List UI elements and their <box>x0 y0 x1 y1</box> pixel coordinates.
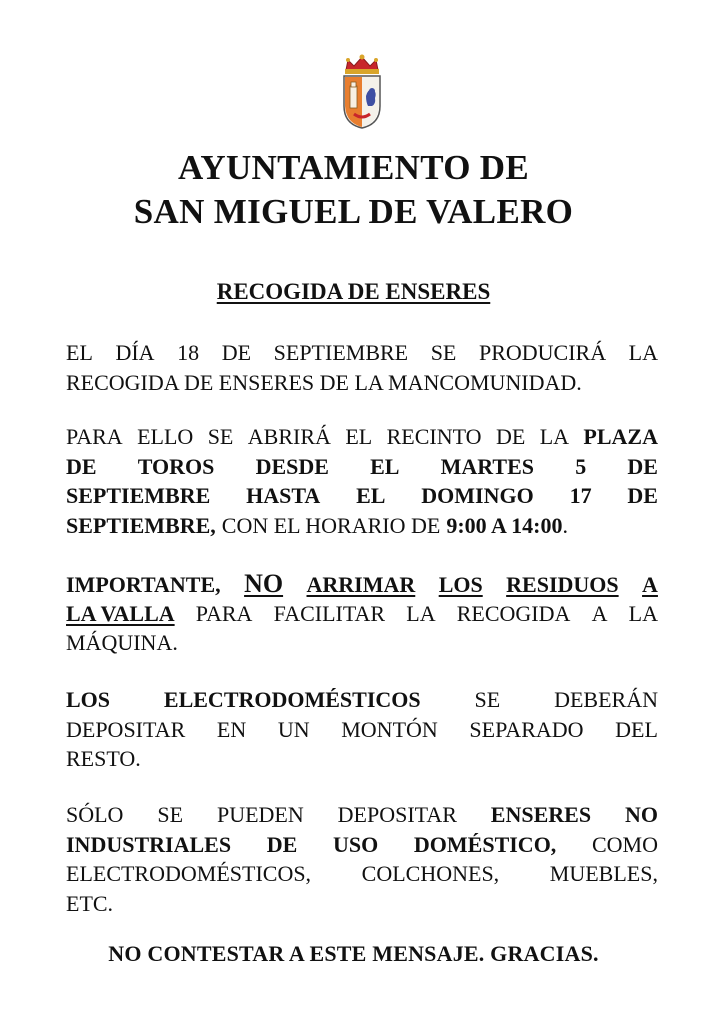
paragraph-allowed-items <box>66 800 658 918</box>
word-bold-underlined: ARRIMAR <box>306 572 416 597</box>
word: RESTO. <box>66 746 141 771</box>
word-bold: NO <box>624 802 658 827</box>
text-line <box>66 569 658 599</box>
paragraph-opening-schedule <box>66 422 658 540</box>
word: DEBERÁN <box>554 687 658 712</box>
word-bold: MARTES <box>440 453 535 479</box>
word-bold: LOS <box>66 687 111 712</box>
word-bold: ENSERES <box>490 802 592 827</box>
word-bold-underlined: LA VALLA <box>66 600 175 626</box>
word: SE <box>207 424 234 449</box>
municipality-title-line-1: AYUNTAMIENTO DE <box>178 148 529 187</box>
paragraph-important-warning <box>66 569 658 658</box>
word-bold: IMPORTANTE, <box>66 572 221 597</box>
word: 18 <box>177 340 200 365</box>
word: MÁQUINA. <box>66 630 178 655</box>
word-bold: DE <box>627 483 658 508</box>
word: LA <box>628 340 658 365</box>
word-bold: TOROS <box>137 453 215 479</box>
text-line <box>66 628 658 658</box>
word: DEL <box>615 716 658 742</box>
text-line <box>66 889 658 919</box>
text-line <box>66 338 658 368</box>
word: UN <box>277 716 310 742</box>
punctuation: . <box>562 512 568 538</box>
word-bold: EL <box>370 453 400 479</box>
word-bold: 17 <box>569 483 592 508</box>
word: A <box>591 600 608 626</box>
schedule-hours: 9:00 A 14:00 <box>446 512 563 538</box>
word-bold: DOMINGO <box>421 483 534 508</box>
word: ELECTRODOMÉSTICOS, <box>66 861 312 886</box>
word: PRODUCIRÁ <box>478 340 607 365</box>
word: DEPOSITAR <box>337 802 457 827</box>
word-bold-underlined: LOS <box>438 572 483 597</box>
word: EL <box>66 340 93 365</box>
word-bold: DOMÉSTICO, <box>413 831 557 857</box>
word: RECINTO <box>386 424 482 449</box>
text-line <box>66 599 658 629</box>
paragraph-collection-date <box>66 338 658 397</box>
word: SÓLO <box>66 802 124 827</box>
word-bold: HASTA <box>246 483 321 508</box>
word-bold: PLAZA <box>583 424 658 449</box>
word-bold: DE <box>266 831 298 857</box>
word: ETC. <box>66 890 114 916</box>
word-bold: SEPTIEMBRE <box>66 483 211 508</box>
word: ABRIRÁ <box>247 424 331 449</box>
footer-note: NO CONTESTAR A ESTE MENSAJE. GRACIAS. <box>108 941 599 966</box>
word: EL <box>345 424 373 449</box>
word-bold: EL <box>356 483 386 508</box>
word-bold: ELECTRODOMÉSTICOS <box>163 687 421 712</box>
text-line <box>66 685 658 715</box>
paragraph-appliances <box>66 685 658 774</box>
word: LA <box>406 600 436 626</box>
word: PARA <box>195 600 253 626</box>
word-bold: 5 <box>575 453 587 479</box>
text-line <box>66 511 658 541</box>
phrase: CON EL HORARIO DE <box>221 512 441 538</box>
word: PARA <box>66 424 123 449</box>
word: SE <box>474 687 501 712</box>
word: RECOGIDA DE ENSERES DE LA MANCOMUNIDAD. <box>66 369 582 395</box>
word: COLCHONES, <box>361 861 500 886</box>
word: DE <box>495 424 526 449</box>
text-line <box>66 800 658 830</box>
text-line <box>66 452 658 482</box>
text-line <box>66 715 658 745</box>
word-bold: USO <box>332 831 379 857</box>
word: DÍA <box>115 340 155 365</box>
coat-of-arms-icon <box>338 52 386 130</box>
text-line <box>66 481 658 511</box>
municipality-title-line-2: SAN MIGUEL DE VALERO <box>133 192 574 231</box>
notice-subtitle <box>0 277 707 307</box>
word: MONTÓN <box>341 716 438 742</box>
word-bold: INDUSTRIALES <box>66 831 232 857</box>
word: FACILITAR <box>273 600 386 626</box>
word: SE <box>430 340 457 365</box>
word-bold: SEPTIEMBRE, <box>66 512 216 538</box>
word: PUEDEN <box>216 802 304 827</box>
word: SEPARADO <box>469 716 584 742</box>
word: LA <box>628 600 658 626</box>
word: COMO <box>591 831 658 857</box>
word: MUEBLES, <box>549 861 658 886</box>
word-bold-underlined: NO <box>244 569 284 598</box>
word: SEPTIEMBRE <box>273 340 409 365</box>
word: DEPOSITAR <box>66 716 186 742</box>
text-line <box>66 422 658 452</box>
word: LA <box>539 424 570 449</box>
word-bold-underlined: A <box>642 572 658 597</box>
word: SE <box>157 802 184 827</box>
word-bold: DE <box>627 453 658 479</box>
text-line <box>66 368 658 398</box>
word: ELLO <box>137 424 194 449</box>
notice-subtitle-text: RECOGIDA DE ENSERES <box>216 279 491 304</box>
text-line <box>66 744 658 774</box>
word-bold: DESDE <box>255 453 329 479</box>
text-line <box>66 859 658 889</box>
word-bold: DE <box>66 453 97 479</box>
text-line <box>66 830 658 860</box>
word-bold-underlined: RESIDUOS <box>506 572 619 597</box>
word: EN <box>216 716 247 742</box>
word: RECOGIDA <box>456 600 571 626</box>
word: DE <box>221 340 252 365</box>
